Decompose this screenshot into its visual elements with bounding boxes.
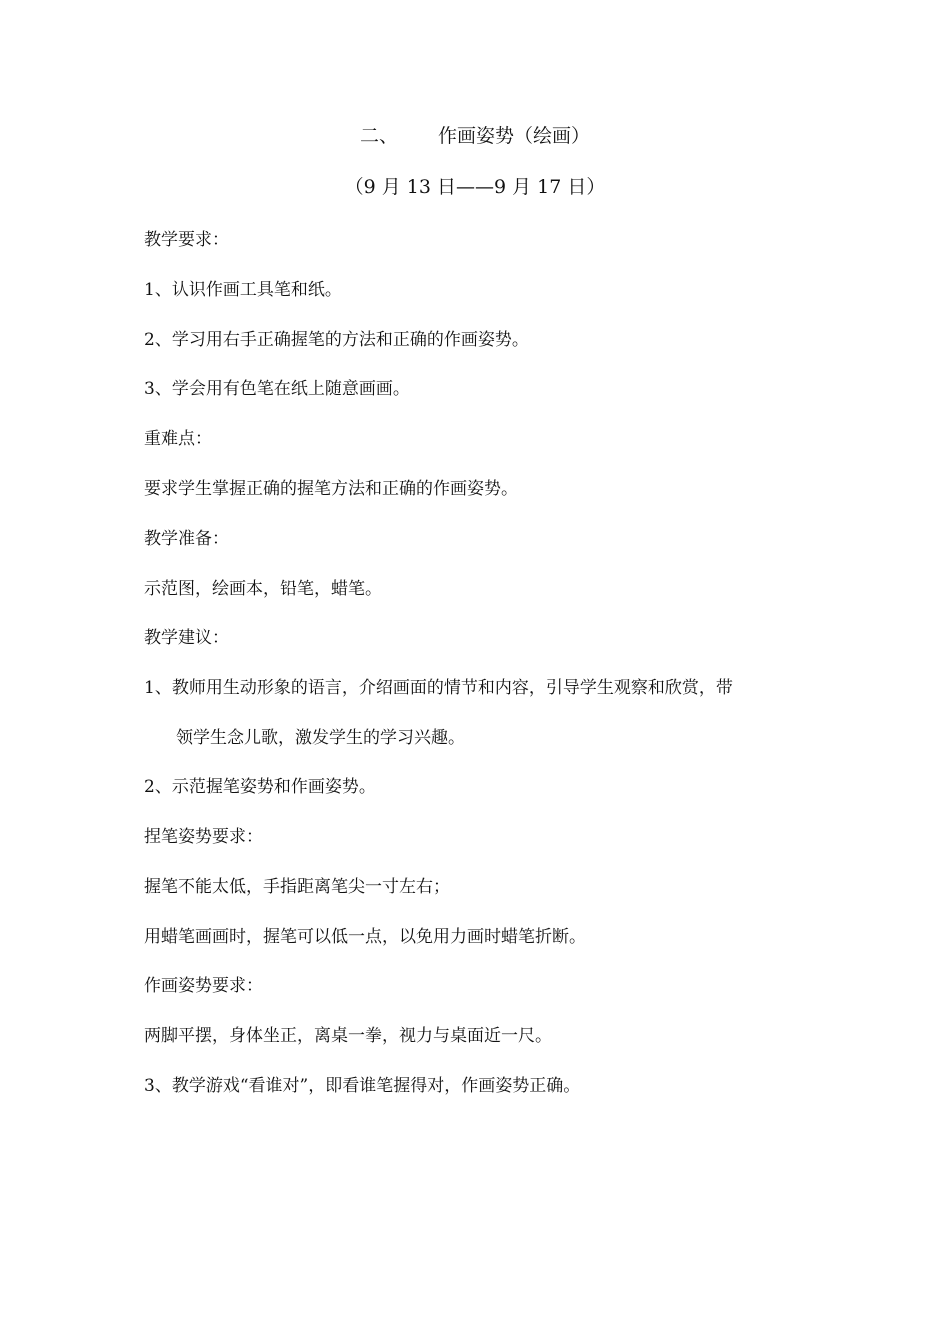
- lesson-number: 二、: [359, 125, 398, 147]
- key-points-text: 要求学生掌握正确的握笔方法和正确的作画姿势。: [144, 479, 518, 499]
- suggestion-item-1: 1、教师用生动形象的语言，介绍画面的情节和内容，引导学生观察和欣赏，带: [144, 678, 733, 698]
- requirement-item-2: 2、学习用右手正确握笔的方法和正确的作画姿势。: [144, 330, 529, 350]
- requirement-item-1: 1、认识作画工具笔和纸。: [144, 280, 342, 300]
- drawing-posture-text: 两脚平摆，身体坐正，离桌一拳，视力与桌面近一尺。: [144, 1026, 552, 1046]
- subheading-drawing-posture: 作画姿势要求：: [144, 976, 263, 996]
- subheading-pen-grip: 捏笔姿势要求：: [144, 827, 263, 847]
- section-heading-key-points: 重难点：: [144, 429, 212, 449]
- suggestion-item-2: 2、示范握笔姿势和作画姿势。: [144, 777, 376, 797]
- date-range: （9 月 13 日——9 月 17 日）: [344, 176, 606, 198]
- lesson-title: [0, 124, 950, 148]
- section-heading-suggestions: 教学建议：: [144, 628, 229, 648]
- lesson-title-text: 作画姿势（绘画）: [438, 125, 591, 147]
- section-heading-preparation: 教学准备：: [144, 529, 229, 549]
- section-heading-teaching-requirements: 教学要求：: [144, 230, 229, 250]
- suggestion-item-1-continued: 领学生念儿歌，激发学生的学习兴趣。: [176, 728, 465, 748]
- pen-grip-text-2: 用蜡笔画画时，握笔可以低一点，以免用力画时蜡笔折断。: [144, 927, 586, 947]
- requirement-item-3: 3、学会用有色笔在纸上随意画画。: [144, 379, 410, 399]
- preparation-text: 示范图，绘画本，铅笔，蜡笔。: [144, 579, 382, 599]
- suggestion-item-3: 3、教学游戏“看谁对”，即看谁笔握得对，作画姿势正确。: [144, 1076, 581, 1096]
- pen-grip-text-1: 握笔不能太低，手指距离笔尖一寸左右；: [144, 877, 450, 897]
